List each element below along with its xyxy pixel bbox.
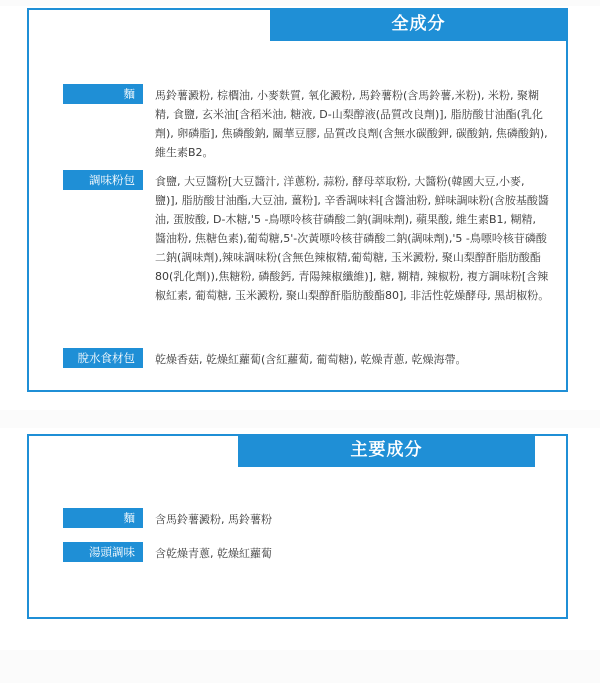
main-label-noodles: 麵 (63, 508, 143, 528)
main-ingredients-panel (27, 434, 568, 619)
main-text-noodles: 含馬鈴薯澱粉, 馬鈴薯粉 (155, 513, 272, 526)
ingredient-row-noodles (63, 84, 550, 164)
top-shade (0, 0, 600, 6)
main-ingredients-title: 主要成分 (238, 434, 535, 467)
ingredient-label-dehydrated: 脫水食材包 (63, 348, 143, 368)
main-text-soup: 含乾燥青蔥, 乾燥紅蘿蔔 (155, 547, 272, 560)
ingredient-text-seasoning: 食鹽, 大豆醬粉[大豆醬汁, 洋蔥粉, 蒜粉, 酵母萃取粉, 大醬粉(韓國大豆,小麥, 鹽)], 脂肪酸甘油酯,大豆油, 薑粉], 辛香調味料[含醬油粉, 鮮味調味粉(含胺基酸醬油, 蛋胺酸, D-木糖,'5 -鳥嘌呤核苷磷酸二鈉(調味劑), 蘋果酸, 維生素B1, 糊精, 醬油粉, 焦糖色素),葡萄糖,5'-次黃嘌呤核苷磷酸二鈉(調味劑),'5 -鳥嘌呤核苷磷酸二鈉(調味劑),辣味調味粉(含無色辣椒精,葡萄糖, 玉米澱粉, 聚山梨醇酐脂肪酸酯80(乳化劑)),焦糖粉, 磷酸鈣, 青陽辣椒纖維)], 糖, 糊精, 辣椒粉, 複方調味粉[含辣椒紅素, 葡萄糖, 玉米澱粉, 聚山梨醇酐脂肪酸酯80], 非活性乾燥酵母, 黑胡椒粉。 (155, 175, 550, 302)
ingredient-row-seasoning (63, 170, 550, 340)
full-ingredients-panel (27, 8, 568, 392)
main-row-soup (63, 542, 550, 566)
ingredient-row-dehydrated (63, 348, 550, 372)
divider-shade (0, 410, 600, 428)
bottom-shade (0, 650, 600, 683)
ingredient-label-noodles: 麵 (63, 84, 143, 104)
main-label-soup: 湯頭調味 (63, 542, 143, 562)
full-ingredients-title: 全成分 (270, 8, 567, 41)
ingredient-label-seasoning: 調味粉包 (63, 170, 143, 190)
ingredient-text-noodles: 馬鈴薯澱粉, 棕櫚油, 小麥麩質, 氧化澱粉, 馬鈴薯粉(含馬鈴薯,米粉), 米粉, 聚糊精, 食鹽, 玄米油[含稻米油, 糖液, D-山梨醇液(品質改良劑)], 脂肪酸甘油酯(乳化劑), 卵磷脂], 焦磷酸鈉, 關華豆膠, 品質改良劑(含無水碳酸鉀, 碳酸鈉, 焦磷酸鈉), 維生素B2。 (155, 89, 548, 159)
main-row-noodles (63, 508, 550, 532)
ingredient-text-dehydrated: 乾燥香菇, 乾燥紅蘿蔔(含紅蘿蔔, 葡萄糖), 乾燥青蔥, 乾燥海帶。 (155, 353, 467, 366)
